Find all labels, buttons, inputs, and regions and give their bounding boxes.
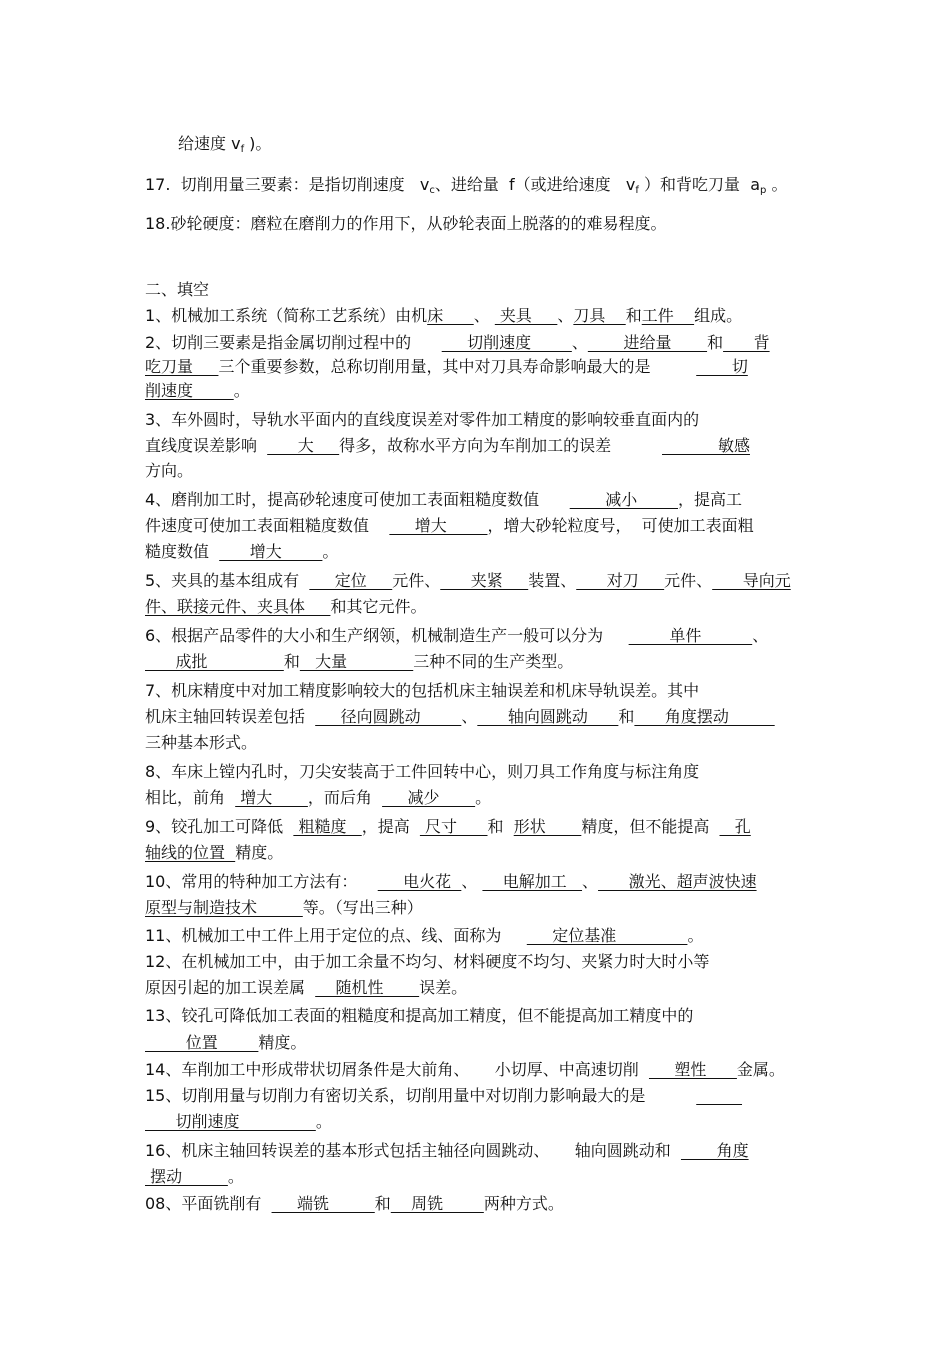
question-15-line-1 [145,1086,742,1106]
answer-blank: 成批 [145,652,284,671]
text: 糙度数值 [145,542,220,561]
text: 两种方式。 [483,1194,564,1213]
text: 。 [687,926,704,945]
answer-blank: 切 [696,357,748,376]
text: 组成。 [694,306,743,325]
text: 。 [322,542,339,561]
text: ，增大砂轮粒度号， 可使加工表面粗 [487,516,754,535]
text: 、 [461,872,483,891]
text: 和 [283,652,300,671]
answer-blank: 孔 [719,817,751,836]
section-title: 二、填空 [145,280,210,299]
answer-blank: 定位基准 [526,926,688,945]
answer-blank: 粗糙度 [293,817,362,836]
answer-blank: 导向元 [712,571,791,590]
answer-blank: 减少 [382,788,476,807]
answer-blank: 单件 [628,626,753,645]
text: 机床主轴回转误差包括 [145,707,316,726]
text: 和 [618,707,635,726]
answer-blank: 电解加工 [482,872,583,891]
answer-blank: 对刀 [576,571,665,590]
text: ，提高工 [678,490,743,509]
text: ，而后角 [307,788,383,807]
text: 9、铰孔加工可降低 [145,817,294,836]
answer-blank: 塑性 [648,1060,737,1079]
text: 16、机床主轴回转误差的基本形式包括主轴径向圆跳动、 轴向圆跳动和 [145,1141,681,1160]
answer-blank: 减小 [569,490,678,509]
answer-blank: 端铣 [271,1194,375,1213]
question-4-line-2 [145,516,754,536]
question-14 [145,1060,785,1080]
def-17 [145,175,787,201]
question-5-line-2 [145,597,426,617]
answer-blank: 工件 [641,306,695,325]
text: 15、切削用量与切削力有密切关系，切削用量中对切削力影响最大的是 [145,1086,697,1105]
text: 和 [625,306,642,325]
text: 11、机械加工中工件上用于定位的点、线、面称为 [145,926,527,945]
answer-blank: 件、联接元件、夹具体 [145,597,331,616]
text: 08、平面铣削有 [145,1194,272,1213]
question-10-line-2 [145,898,423,918]
question-16-line-1 [145,1141,749,1161]
text: 精度，但不能提高 [581,817,720,836]
text: 和其它元件。 [330,597,427,616]
text: 精度。 [258,1033,307,1052]
text: 、 [752,626,769,645]
text: 元件、 [664,571,713,590]
answer-blank: 增大 [389,516,488,535]
question-15-line-2 [145,1112,332,1132]
answer-blank: 随机性 [315,978,420,997]
answer-blank: 位置 [145,1033,259,1052]
question-1 [145,306,742,326]
question-3-line-1: 3、车外圆时，导轨水平面内的直线度误差对零件加工精度的影响较垂直面内的 [145,410,700,429]
question-5-line-1 [145,571,791,591]
question-10-line-1 [145,872,757,892]
text: 1、机械加工系统（简称工艺系统）由机 [145,306,428,325]
text: 原因引起的加工误差属 [145,978,316,997]
answer-blank: 敏感 [662,436,750,455]
text: 5、夹具的基本组成有 [145,571,310,590]
text: 等。（写出三种） [302,898,423,917]
text: 。 [233,381,250,400]
text: 17. 切削用量三要素：是指切削速度 v [145,175,430,194]
text: 2、切削三要素是指金属切削过程中的 [145,333,442,352]
question-16-line-2 [145,1167,244,1187]
answer-blank: 进给量 [587,333,708,352]
text: 10、常用的特种加工方法有： [145,872,378,891]
text: 和 [707,333,724,352]
question-2-line-2 [145,357,748,377]
text: 三种不同的生产类型。 [413,652,574,671]
subscript: p [760,185,767,196]
question-6-line-1 [145,626,768,646]
answer-blank: 切削速度 [145,1112,316,1131]
subscript: f [635,185,639,196]
text: 得多，故称水平方向为车削加工的误差 [339,436,663,455]
answer-blank: 夹紧 [440,571,529,590]
question-7-line-2 [145,707,775,727]
subscript: f [240,144,245,155]
answer-blank: 增大 [235,788,308,807]
question-11 [145,926,703,946]
answer-blank: 大 [267,436,340,455]
question-4-line-1 [145,490,742,510]
text: 、 [461,707,478,726]
answer-blank: 定位 [309,571,393,590]
text: 、 [473,306,495,325]
text: 4、磨削加工时，提高砂轮速度可使加工表面粗糙度数值 [145,490,570,509]
question-3-line-3: 方向。 [145,461,194,480]
text: 件速度可使加工表面粗糙度数值 [145,516,390,535]
answer-blank: 切削速度 [441,333,572,352]
answer-blank: 角度 [680,1141,749,1160]
answer-blank: 床 [427,306,474,325]
answer-blank: 形状 [513,817,582,836]
text: 14、车削加工中形成带状切屑条件是大前角、 小切厚、中高速切削 [145,1060,649,1079]
text: 、 [571,333,588,352]
def-18: 18.砂轮硬度：磨粒在磨削力的作用下，从砂轮表面上脱落的的难易程度。 [145,214,667,233]
text: ，提高 [361,817,420,836]
text: 。 [227,1167,244,1186]
question-12-line-1: 12、在机械加工中，由于加工余量不均匀、材料硬度不均匀、夹紧力时大时小等 [145,952,710,971]
answer-blank [696,1086,742,1105]
text: 、进给量 f（或进给速度 v [434,175,636,194]
question-9-line-2 [145,843,283,863]
text: 和 [487,817,514,836]
text: 6、根据产品零件的大小和生产纲领，机械制造生产一般可以分为 [145,626,629,645]
text: 误差。 [419,978,468,997]
question-08 [145,1194,564,1214]
question-4-line-3 [145,542,338,562]
answer-blank: 原型与制造技术 [145,898,303,917]
question-13-line-1: 13、铰孔可降低加工表面的粗糙度和提高加工精度，但不能提高加工精度中的 [145,1006,694,1025]
answer-blank: 周铣 [390,1194,484,1213]
answer-blank: 增大 [219,542,323,561]
question-8-line-1: 8、车床上镗内孔时，刀尖安装高于工件回转中心，则刀具工作角度与标注角度 [145,762,700,781]
question-2-line-1 [145,333,770,353]
text: 直线度误差影响 [145,436,268,455]
text: 精度。 [235,843,284,862]
question-6-line-2 [145,652,573,672]
answer-blank: 削速度 [145,381,234,400]
answer-blank: 刀具 [573,306,626,325]
text: )。 [244,134,272,153]
text: 元件、 [392,571,441,590]
answer-blank: 轴线的位置 [145,843,236,862]
answer-blank: 吃刀量 [145,357,219,376]
text: 、 [582,872,599,891]
text: 装置、 [528,571,577,590]
subscript: c [429,185,435,196]
text: 给速度 v [178,134,241,153]
text: 三个重要参数，总称切削用量，其中对刀具寿命影响最大的是 [218,357,697,376]
answer-blank: 轴向圆跳动 [477,707,619,726]
answer-blank: 电火花 [377,872,462,891]
answer-blank: 背 [723,333,770,352]
answer-blank: 尺寸 [419,817,488,836]
def-line-cont [178,134,271,160]
question-2-line-3 [145,381,250,401]
question-3-line-2 [145,436,750,456]
text: 、 [557,306,574,325]
text: ）和背吃刀量 a [638,175,761,194]
question-7-line-3: 三种基本形式。 [145,733,258,752]
question-12-line-2 [145,978,467,998]
text: 。 [315,1112,332,1131]
question-9-line-1 [145,817,751,837]
text: 。 [766,175,788,194]
answer-blank: 激光、超声波快速 [598,872,757,891]
text: 金属。 [736,1060,785,1079]
answer-blank: 大量 [299,652,414,671]
answer-blank: 夹具 [494,306,558,325]
text: 。 [475,788,492,807]
question-8-line-2 [145,788,491,808]
answer-blank: 角度摆动 [634,707,775,726]
question-7-line-1: 7、机床精度中对加工精度影响较大的包括机床主轴误差和机床导轨误差。其中 [145,681,700,700]
answer-blank: 摆动 [145,1167,228,1186]
text: 相比，前角 [145,788,236,807]
question-13-line-2 [145,1033,306,1053]
text: 和 [374,1194,391,1213]
answer-blank: 径向圆跳动 [315,707,462,726]
